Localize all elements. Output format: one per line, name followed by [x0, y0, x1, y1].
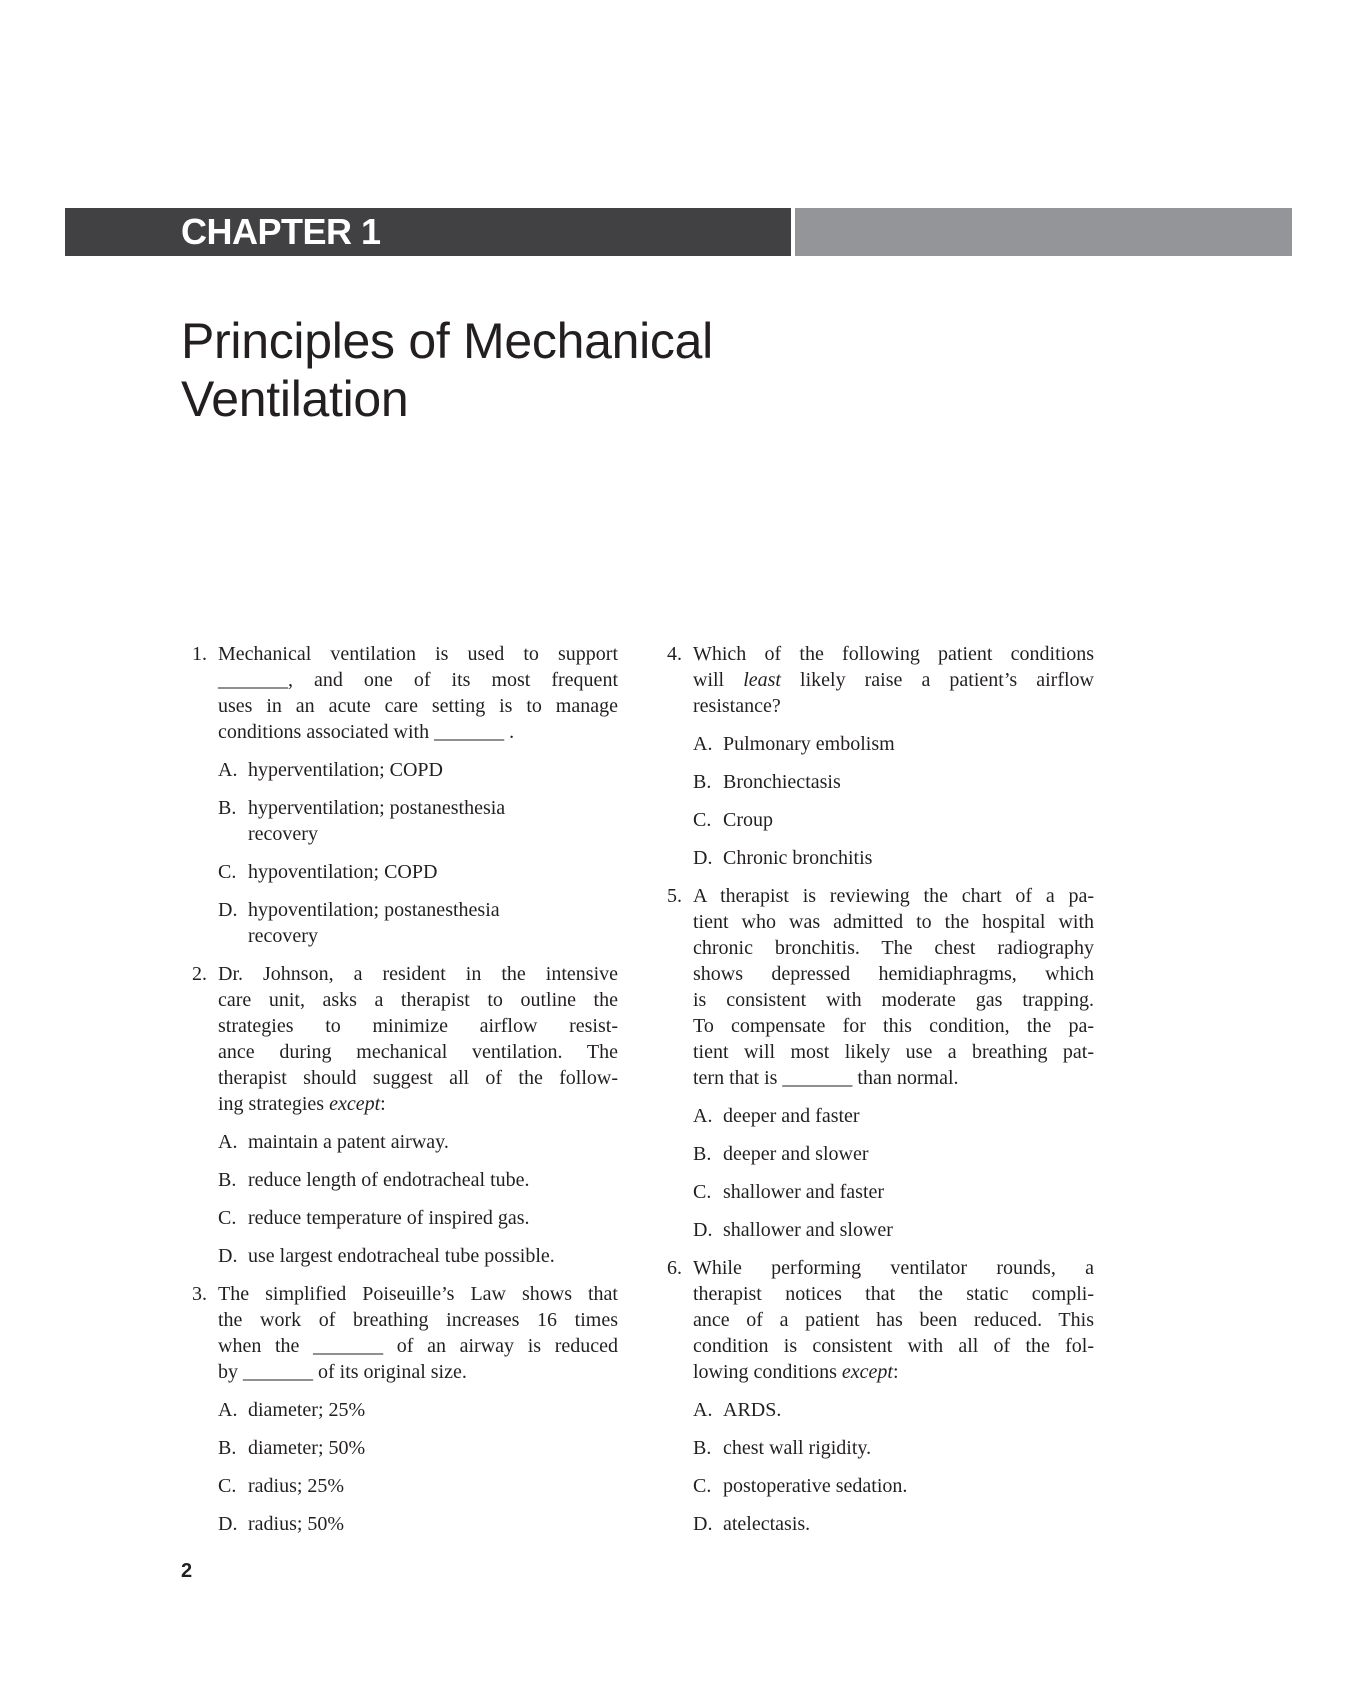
- option-text-line: Pulmonary embolism: [723, 733, 895, 755]
- answer-option: [218, 1129, 618, 1155]
- question-text-line: [218, 1359, 618, 1385]
- answer-option: [693, 731, 1094, 757]
- answer-option: [693, 769, 1094, 795]
- option-letter: D.: [218, 1513, 238, 1535]
- question-text-line: [218, 667, 618, 693]
- question-text-line: [693, 909, 1094, 935]
- text-segment: ance of a patient has been reduced. This: [693, 1309, 1094, 1331]
- emphasis-text: least: [743, 669, 781, 691]
- option-letter: D.: [693, 1219, 713, 1241]
- question-text-line: [693, 1359, 1094, 1385]
- question-text-line: [218, 1013, 618, 1039]
- option-text-line: Bronchiectasis: [723, 771, 841, 793]
- question-text-line: [218, 987, 618, 1013]
- answer-option: [218, 897, 618, 949]
- answer-option: [693, 1435, 1094, 1461]
- text-segment: _______, and one of its most frequent: [218, 669, 618, 691]
- text-segment: resistance?: [693, 695, 781, 717]
- question-text-line: [218, 1307, 618, 1333]
- answer-option: [218, 1473, 618, 1499]
- answer-option: [218, 1167, 618, 1193]
- question-text-line: [218, 1091, 618, 1117]
- question-number: 2.: [192, 963, 207, 985]
- question-text-line: [693, 1065, 1094, 1091]
- option-text-line: reduce temperature of inspired gas.: [248, 1207, 530, 1229]
- option-letter: B.: [218, 1437, 237, 1459]
- question-text-line: [693, 883, 1094, 909]
- text-segment: uses in an acute care setting is to manage: [218, 695, 618, 717]
- answer-option: [693, 1511, 1094, 1537]
- option-text-line: shallower and slower: [723, 1219, 893, 1241]
- question-text-line: [693, 1013, 1094, 1039]
- text-segment: tern that is _______ than normal.: [693, 1067, 959, 1089]
- answer-option: [693, 845, 1094, 871]
- answer-option: [693, 1179, 1094, 1205]
- text-segment: Which of the following patient conditions: [693, 643, 1094, 665]
- option-text-line: recovery: [248, 925, 318, 947]
- option-letter: B.: [693, 1143, 712, 1165]
- answer-option: [218, 1435, 618, 1461]
- answer-option: [218, 1397, 618, 1423]
- text-segment: likely raise a patient’s airflow: [780, 669, 1094, 691]
- option-letter: D.: [218, 899, 238, 921]
- option-letter: C.: [693, 1475, 712, 1497]
- option-text-line: shallower and faster: [723, 1181, 885, 1203]
- chapter-title: [181, 312, 713, 428]
- option-letter: A.: [218, 1131, 238, 1153]
- question-text-line: [693, 693, 1094, 719]
- text-segment: :: [380, 1093, 386, 1115]
- question-text-line: [693, 935, 1094, 961]
- option-text-line: ARDS.: [723, 1399, 782, 1421]
- option-letter: B.: [218, 1169, 237, 1191]
- question-text-line: [218, 641, 618, 667]
- option-letter: C.: [693, 809, 712, 831]
- option-text-line: deeper and slower: [723, 1143, 869, 1165]
- question-item: [667, 1255, 1094, 1537]
- option-text-line: radius; 50%: [248, 1513, 345, 1535]
- chapter-title-line: Principles of Mechanical: [181, 313, 713, 369]
- text-segment: tient who was admitted to the hospital with: [693, 911, 1094, 933]
- text-segment: by _______ of its original size.: [218, 1361, 467, 1383]
- option-letter: B.: [693, 771, 712, 793]
- text-segment: A therapist is reviewing the chart of a pa-: [693, 885, 1094, 907]
- option-letter: D.: [693, 847, 713, 869]
- question-text-line: [218, 719, 618, 745]
- answer-option: [218, 1205, 618, 1231]
- text-segment: :: [892, 1361, 899, 1383]
- question-number: 4.: [667, 643, 682, 665]
- answer-option: [693, 807, 1094, 833]
- text-segment: tient will most likely use a breathing pat-: [693, 1041, 1094, 1063]
- text-segment: While performing ventilator rounds, a: [693, 1257, 1094, 1279]
- option-text-line: recovery: [248, 823, 318, 845]
- question-column-right: [667, 641, 1094, 1549]
- question-text-line: [218, 1065, 618, 1091]
- option-letter: D.: [218, 1245, 238, 1267]
- option-text-line: reduce length of endotracheal tube.: [248, 1169, 530, 1191]
- text-segment: therapist notices that the static compli-: [693, 1283, 1094, 1305]
- text-segment: shows depressed hemidiaphragms, which: [693, 963, 1094, 985]
- question-item: [667, 883, 1094, 1243]
- chapter-bar-dark: [65, 208, 791, 256]
- question-number: 1.: [192, 643, 207, 665]
- option-text-line: atelectasis.: [723, 1513, 811, 1535]
- option-text-line: Croup: [723, 809, 773, 831]
- text-segment: Mechanical ventilation is used to support: [218, 643, 618, 665]
- question-text-line: [693, 1039, 1094, 1065]
- text-segment: To compensate for this condition, the pa-: [693, 1015, 1094, 1037]
- option-letter: C.: [218, 861, 237, 883]
- option-letter: B.: [218, 797, 237, 819]
- option-text-line: diameter; 50%: [248, 1437, 366, 1459]
- option-letter: A.: [218, 759, 238, 781]
- chapter-title-line: Ventilation: [181, 371, 409, 427]
- option-text-line: Chronic bronchitis: [723, 847, 873, 869]
- text-segment: chronic bronchitis. The chest radiography: [693, 937, 1094, 959]
- answer-option: [693, 1141, 1094, 1167]
- option-text-line: hypoventilation; postanesthesia: [248, 899, 500, 921]
- option-text-line: hyperventilation; postanesthesia: [248, 797, 506, 819]
- question-text-line: [218, 1039, 618, 1065]
- question-number: 3.: [192, 1283, 207, 1305]
- question-number: 6.: [667, 1257, 682, 1279]
- answer-option: [693, 1397, 1094, 1423]
- question-text-line: [693, 1255, 1094, 1281]
- question-text-line: [693, 987, 1094, 1013]
- option-text-line: diameter; 25%: [248, 1399, 366, 1421]
- text-segment: will: [693, 669, 744, 691]
- question-text-line: [693, 667, 1094, 693]
- option-letter: A.: [693, 1399, 713, 1421]
- option-letter: B.: [693, 1437, 712, 1459]
- option-text-line: maintain a patent airway.: [248, 1131, 449, 1153]
- question-item: [192, 961, 618, 1269]
- emphasis-text: except: [841, 1361, 893, 1383]
- text-segment: conditions associated with _______ .: [218, 721, 515, 743]
- text-segment: The simplified Poiseuille’s Law shows that: [218, 1283, 618, 1305]
- answer-option: [218, 1243, 618, 1269]
- answer-option: [693, 1473, 1094, 1499]
- question-text-line: [693, 641, 1094, 667]
- text-segment: Dr. Johnson, a resident in the intensive: [218, 963, 618, 985]
- text-segment: strategies to minimize airflow resist-: [218, 1015, 618, 1037]
- text-segment: care unit, asks a therapist to outline the: [218, 989, 618, 1011]
- page-number: 2: [181, 1560, 193, 1582]
- question-text-line: [693, 961, 1094, 987]
- question-text-line: [218, 1333, 618, 1359]
- text-segment: the work of breathing increases 16 times: [218, 1309, 618, 1331]
- answer-option: [218, 795, 618, 847]
- option-text-line: postoperative sedation.: [723, 1475, 908, 1497]
- option-letter: A.: [218, 1399, 238, 1421]
- text-segment: condition is consistent with all of the fol-: [693, 1335, 1094, 1357]
- option-text-line: hyperventilation; COPD: [248, 759, 443, 781]
- text-segment: ing strategies: [218, 1093, 330, 1115]
- question-item: [667, 641, 1094, 871]
- question-text-line: [693, 1307, 1094, 1333]
- answer-option: [218, 757, 618, 783]
- option-letter: C.: [218, 1207, 237, 1229]
- option-letter: C.: [218, 1475, 237, 1497]
- option-text-line: hypoventilation; COPD: [248, 861, 438, 883]
- text-segment: lowing conditions: [693, 1361, 842, 1383]
- question-number: 5.: [667, 885, 682, 907]
- question-item: [192, 1281, 618, 1537]
- option-text-line: use largest endotracheal tube possible.: [248, 1245, 555, 1267]
- option-text-line: chest wall rigidity.: [723, 1437, 872, 1459]
- answer-option: [218, 1511, 618, 1537]
- question-text-line: [218, 693, 618, 719]
- option-letter: A.: [693, 1105, 713, 1127]
- answer-option: [693, 1103, 1094, 1129]
- question-item: [192, 641, 618, 949]
- answer-option: [218, 859, 618, 885]
- question-column-left: [192, 641, 618, 1549]
- option-letter: C.: [693, 1181, 712, 1203]
- option-text-line: radius; 25%: [248, 1475, 345, 1497]
- question-text-line: [218, 1281, 618, 1307]
- text-segment: when the _______ of an airway is reduced: [218, 1335, 618, 1357]
- text-segment: ance during mechanical ventilation. The: [218, 1041, 618, 1063]
- answer-option: [693, 1217, 1094, 1243]
- chapter-bar-gray: [795, 208, 1292, 256]
- question-text-line: [218, 961, 618, 987]
- text-segment: therapist should suggest all of the follow-: [218, 1067, 618, 1089]
- option-text-line: deeper and faster: [723, 1105, 860, 1127]
- option-letter: D.: [693, 1513, 713, 1535]
- chapter-label: CHAPTER 1: [181, 211, 381, 252]
- question-text-line: [693, 1333, 1094, 1359]
- option-letter: A.: [693, 733, 713, 755]
- emphasis-text: except: [329, 1093, 381, 1115]
- text-segment: is consistent with moderate gas trapping.: [693, 989, 1094, 1011]
- question-text-line: [693, 1281, 1094, 1307]
